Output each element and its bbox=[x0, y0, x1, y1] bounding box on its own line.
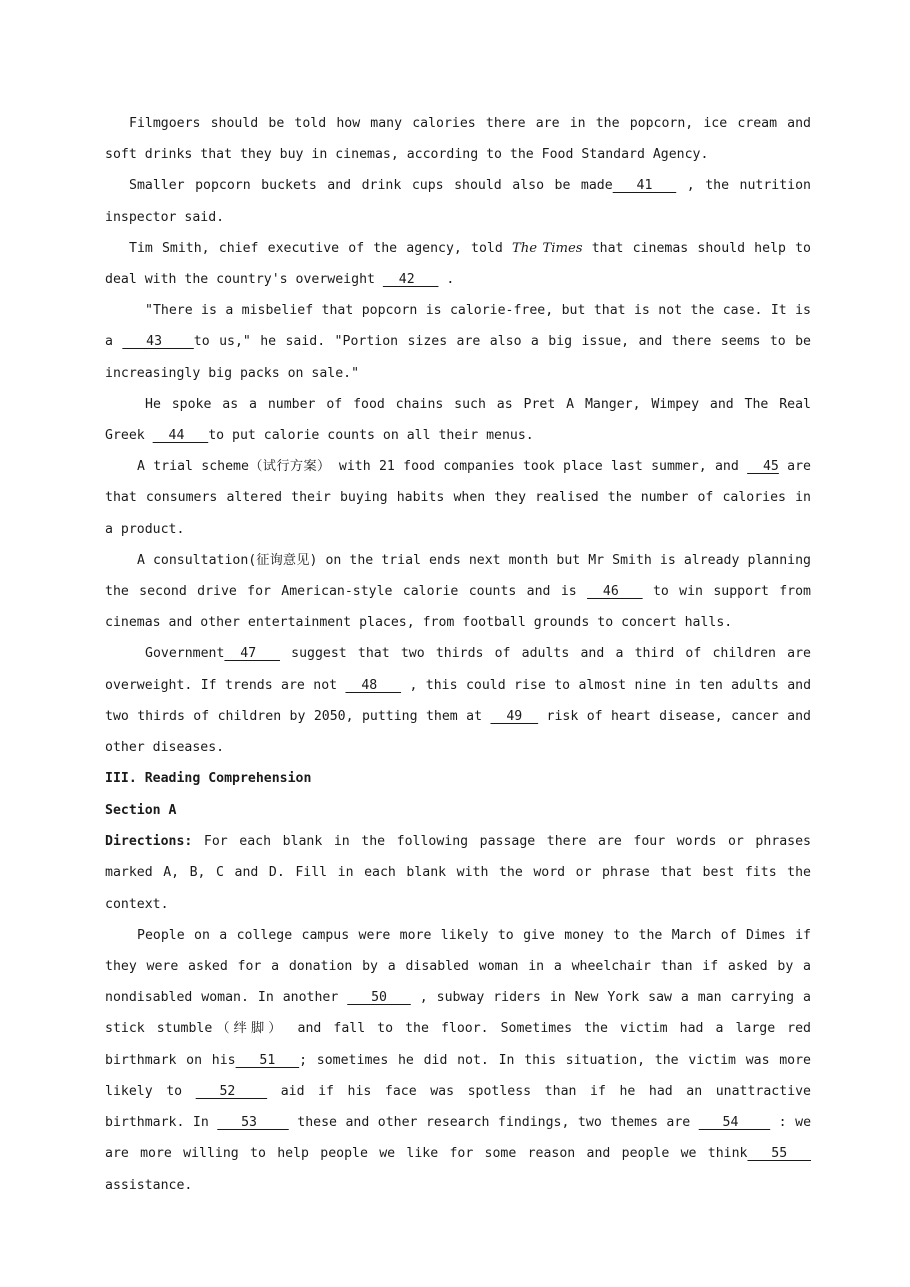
blank-46[interactable]: 46 bbox=[587, 584, 643, 600]
blank-50[interactable]: 50 bbox=[347, 990, 411, 1006]
blank-51[interactable]: 51 bbox=[235, 1052, 300, 1068]
paragraph-text: , the nutrition inspector said. bbox=[105, 178, 811, 225]
paragraph-text: aid if his face was spotless than if he had an unattractive birthmark. In bbox=[105, 1083, 811, 1131]
paragraph-text: People on a college campus were more likely to give money to the March of Dimes if they were asked for a donation by a disabled woman in a wheelchair than if asked by a nondisabled woman. In another bbox=[105, 927, 811, 1006]
paragraph-8 bbox=[105, 638, 811, 763]
paragraph-text: that cinemas should help to deal with the country's overweight bbox=[105, 240, 811, 288]
section-heading: III. Reading Comprehension bbox=[105, 771, 312, 787]
blank-44[interactable]: 44 bbox=[152, 428, 209, 444]
blank-52[interactable]: 52 bbox=[195, 1083, 268, 1099]
paragraph-text: to win support from cinemas and other entertainment places, from football grounds to concert halls. bbox=[105, 584, 811, 631]
paragraph-text: these and other research findings, two themes are bbox=[288, 1115, 699, 1131]
paragraph-text: , subway riders in New York saw a man carrying a stick stumble（绊脚） and fall to the floor. Sometimes the victim had a large red birthmark on his bbox=[105, 990, 811, 1068]
directions-text: For each blank in the following passage there are four words or phrases marked A, B, C and D. Fill in each blank with the word or phrase that best fits the context. bbox=[105, 834, 811, 912]
paragraph-text: Smaller popcorn buckets and drink cups should also be made bbox=[129, 178, 613, 194]
paragraph-text: to put calorie counts on all their menus. bbox=[208, 428, 534, 444]
paragraph-text: . bbox=[438, 272, 455, 288]
paragraph-6 bbox=[105, 451, 811, 545]
paragraph-1 bbox=[105, 108, 811, 170]
document-page bbox=[105, 108, 811, 1201]
directions bbox=[105, 826, 811, 920]
blank-49[interactable]: 49 bbox=[490, 708, 539, 724]
paragraph-text: , this could rise to almost nine in ten adults and two thirds of children by 2050, putting them at bbox=[105, 677, 812, 724]
paragraph-5 bbox=[105, 389, 811, 451]
paragraph-9 bbox=[105, 920, 811, 1201]
paragraph-text: Filmgoers should be told how many calories there are in the popcorn, ice cream and soft drinks that they buy in cinemas, according to the Food Standard Agency. bbox=[105, 116, 811, 163]
paragraph-text: assistance. bbox=[105, 1177, 193, 1193]
blank-41[interactable]: 41 bbox=[612, 178, 677, 194]
paragraph-text: "There is a misbelief that popcorn is calorie-free, but that is not the case. It is a bbox=[105, 303, 811, 350]
paragraph-text: : we are more willing to help people we like for some reason and people we think bbox=[105, 1115, 812, 1162]
paragraph-text: risk of heart disease, cancer and other diseases. bbox=[105, 708, 811, 756]
blank-43[interactable]: 43 bbox=[122, 334, 194, 350]
paragraph-text: Government bbox=[145, 646, 225, 662]
directions-label: Directions: bbox=[105, 834, 193, 850]
paragraph-text: Tim Smith, chief executive of the agency, told bbox=[129, 240, 512, 256]
blank-54[interactable]: 54 bbox=[698, 1115, 771, 1131]
paragraph-text: A consultation(征询意见) on the trial ends next month but Mr Smith is already planning the second drive for American-style calorie counts and is bbox=[105, 552, 811, 600]
blank-45[interactable]: 45 bbox=[747, 459, 779, 475]
paragraph-4 bbox=[105, 295, 811, 389]
blank-55[interactable]: 55 bbox=[747, 1146, 811, 1162]
paragraph-text: He spoke as a number of food chains such as Pret A Manger, Wimpey and The Real Greek bbox=[105, 396, 811, 444]
newspaper-title: The Times bbox=[511, 240, 583, 256]
paragraph-2 bbox=[105, 170, 811, 232]
subsection-heading: Section A bbox=[105, 802, 177, 818]
paragraph-7 bbox=[105, 545, 811, 639]
paragraph-text: ; sometimes he did not. In this situation, the victim was more likely to bbox=[105, 1052, 811, 1099]
blank-53[interactable]: 53 bbox=[217, 1115, 289, 1131]
paragraph-text: suggest that two thirds of adults and a third of children are overweight. If trends are not bbox=[105, 646, 811, 693]
paragraph-3 bbox=[105, 233, 811, 295]
paragraph-text: are that consumers altered their buying habits when they realised the number of calories in a product. bbox=[105, 459, 811, 537]
paragraph-text: to us," he said. "Portion sizes are also a big issue, and there seems to be increasingly big packs on sale." bbox=[105, 334, 811, 381]
paragraph-text: A trial scheme（试行方案） with 21 food companies took place last summer, and bbox=[137, 459, 748, 475]
blank-42[interactable]: 42 bbox=[382, 272, 439, 288]
blank-48[interactable]: 48 bbox=[345, 677, 402, 693]
blank-47[interactable]: 47 bbox=[224, 646, 280, 662]
